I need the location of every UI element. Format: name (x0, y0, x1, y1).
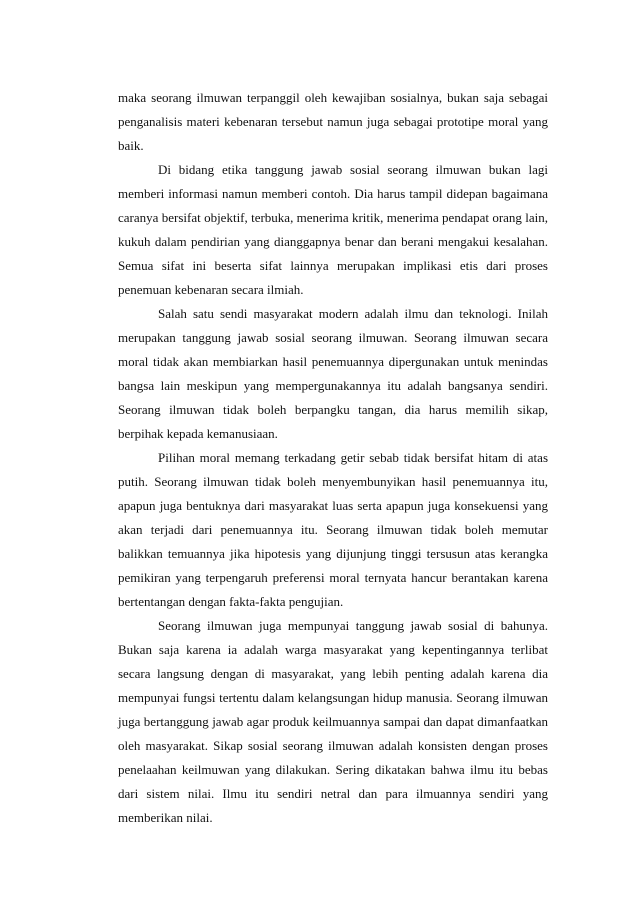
text-line: kukuh dalam pendirian yang dianggapnya benar dan berani mengakui kesalahan. (118, 234, 548, 249)
text-line: memberikan nilai. (118, 810, 213, 825)
body-text (118, 87, 548, 831)
text-line: maka seorang ilmuwan terpanggil oleh kewajiban sosialnya, bukan saja sebagai (118, 90, 548, 105)
text-line: penelaahan keilmuwan yang dilakukan. Sering dikatakan bahwa ilmu itu bebas (118, 762, 548, 777)
text-line: pemikiran yang terpengaruh preferensi moral ternyata hancur berantakan karena (118, 570, 548, 585)
text-line: Semua sifat ini beserta sifat lainnya merupakan implikasi etis dari proses (118, 258, 548, 273)
text-line: dari sistem nilai. Ilmu itu sendiri netral dan para ilmuannya sendiri yang (118, 786, 548, 801)
text-line: oleh masyarakat. Sikap sosial seorang ilmuwan adalah konsisten dengan proses (118, 738, 548, 753)
text-line: caranya bersifat objektif, terbuka, menerima kritik, menerima pendapat orang lain, (118, 210, 548, 225)
text-line: bangsa lain meskipun yang mempergunakannya itu adalah bangsanya sendiri. (118, 378, 548, 393)
text-line: mempunyai fungsi tertentu dalam kelangsungan hidup manusia. Seorang ilmuwan (118, 690, 548, 705)
text-line: akan terjadi dari penemuannya itu. Seorang ilmuwan tidak boleh memutar (118, 522, 548, 537)
text-line: berpihak kepada kemanusiaan. (118, 426, 278, 441)
text-line: memberi informasi namun memberi contoh. Dia harus tampil didepan bagaimana (118, 186, 548, 201)
text-line: juga bertanggung jawab agar produk keilmuannya sampai dan dapat dimanfaatkan (118, 714, 548, 729)
text-line: balikkan temuannya jika hipotesis yang dijunjung tinggi tersusun atas kerangka (118, 546, 548, 561)
text-line: penganalisis materi kebenaran tersebut namun juga sebagai prototipe moral yang (118, 114, 548, 129)
text-line: putih. Seorang ilmuwan tidak boleh menyembunyikan hasil penemuannya itu, (118, 474, 548, 489)
text-line: Di bidang etika tanggung jawab sosial seorang ilmuwan bukan lagi (158, 162, 548, 177)
text-line: Salah satu sendi masyarakat modern adalah ilmu dan teknologi. Inilah (158, 306, 548, 321)
text-line: Seorang ilmuwan juga mempunyai tanggung jawab sosial di bahunya. (158, 618, 548, 633)
text-line: apapun juga bentuknya dari masyarakat luas serta apapun juga konsekuensi yang (118, 498, 548, 513)
text-line: Seorang ilmuwan tidak boleh berpangku tangan, dia harus memilih sikap, (118, 402, 548, 417)
text-line: secara langsung dengan di masyarakat, yang lebih penting adalah karena dia (118, 666, 548, 681)
text-line: moral tidak akan membiarkan hasil penemuannya dipergunakan untuk menindas (118, 354, 548, 369)
text-line: penemuan kebenaran secara ilmiah. (118, 282, 304, 297)
text-line: bertentangan dengan fakta-fakta pengujian. (118, 594, 344, 609)
text-line: Pilihan moral memang terkadang getir sebab tidak bersifat hitam di atas (158, 450, 548, 465)
text-line: baik. (118, 138, 144, 153)
text-line: merupakan tanggung jawab sosial seorang ilmuwan. Seorang ilmuwan secara (118, 330, 548, 345)
text-line: Bukan saja karena ia adalah warga masyarakat yang kepentingannya terlibat (118, 642, 548, 657)
